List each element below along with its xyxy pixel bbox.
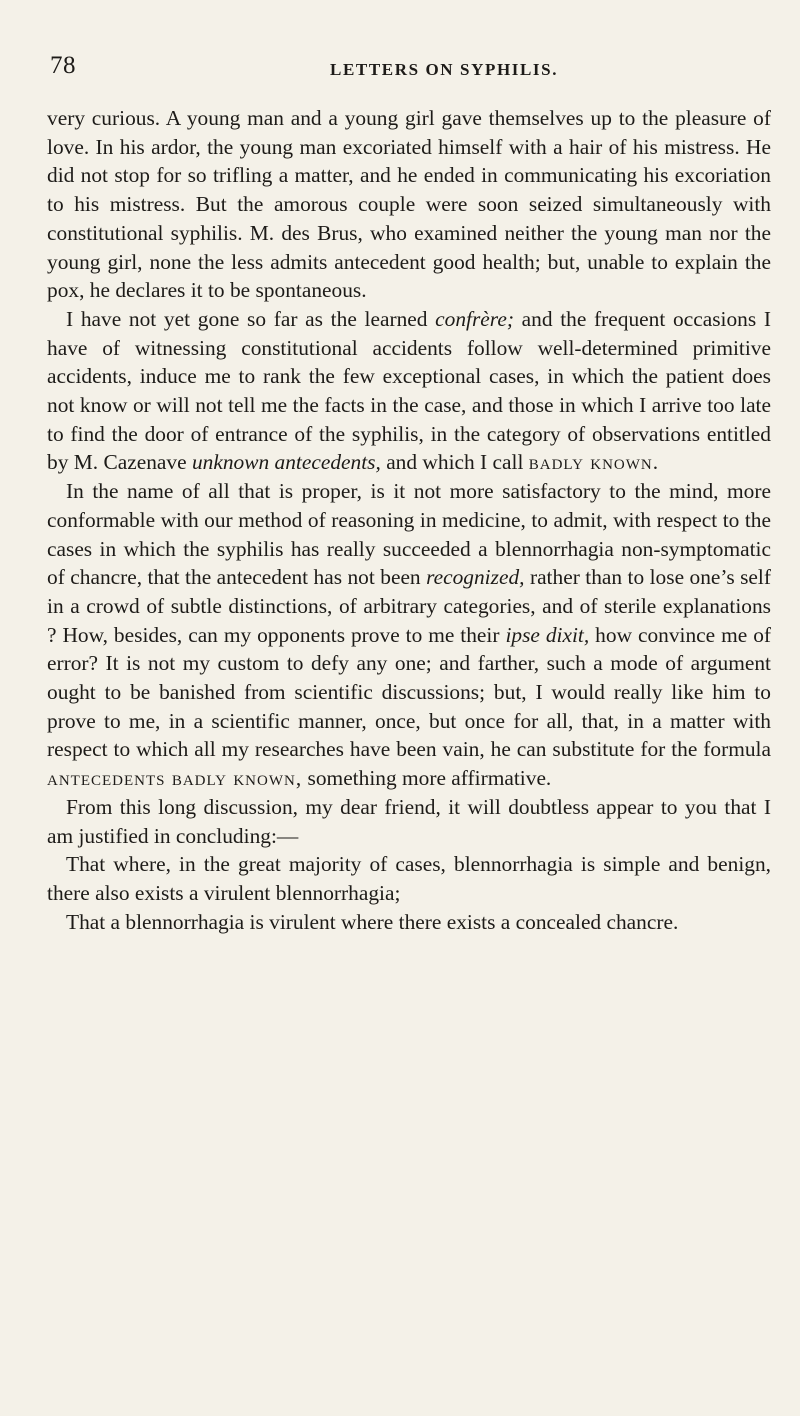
text-segment: That where, in the great majority of cases, blennorrhagia is simple and benign, there also exists a virulent blennorrhagia; [47,852,771,905]
italic-recognized: recognized, [426,565,525,590]
italic-unknown-antecedents: unknown antecedents, [191,450,381,475]
text-segment: That a blennorrhagia is virulent where there exists a concealed chancre. [66,909,679,934]
smallcaps-antecedents-badly-known: antecedents badly known, [47,766,303,791]
text-segment: and the frequent occasions I have of witnessing constitutional accidents follow well-determined primitive accidents, induce me to rank the few exceptional cases, in which the patient does not know or will not tell me the facts in the case, and those in which I arrive too late to find the door of entrance of the syphilis, in the category of observations entitled by M. Cazenave [47,306,771,475]
text-segment: From this long discussion, my dear friend, it will doubtless appear to you that I am justified in concluding:— [47,794,771,848]
paragraph-2 [47,305,771,477]
body-text [47,104,771,936]
italic-ipse-dixit: ipse dixit, [505,622,590,647]
running-head [50,52,770,92]
italic-confrere: confrère; [435,306,514,331]
text-segment: I have not yet gone so far as the learned [66,306,436,331]
text-segment: In the name of all that is proper, is it not more satisfactory to the mind, more conformable with our method of reasoning in medicine, to admit, with respect to the cases in which the syphilis has really succeeded a blennorrhagia non-symptomatic of chancre, that the antecedent has not been [47,479,771,590]
text-segment: how convince me of error? It is not my custom to defy any one; and farther, such a mode of argument ought to be banished from scientific discussions; but, I would really like him to prove to me, in a scientific manner, once, but once for all, that, in a matter with respect to which all my researches have been vain, he can substitute for the formula [47,622,772,762]
paragraph-6 [47,908,771,937]
paragraph-4 [47,793,771,850]
page-number: 78 [50,52,76,79]
paragraph-5 [47,850,771,907]
paragraph-1 [47,104,771,305]
text-segment: and which I call [380,450,529,475]
text-segment: very curious. A young man and a young girl gave themselves up to the pleasure of love. In his ardor, the young man excoriated himself with a hair of his mistress. He did not stop for so trifling a matter, and he ended in communicating his excoriation to his mistress. But the amorous couple were soon seized simultaneously with constitutional syphilis. M. des Brus, who examined neither the young man nor the young girl, none the less admits antecedent good health; but, unable to explain the pox, he declares it to be spontaneous. [47,106,771,303]
paragraph-3 [47,477,771,793]
text-segment: something more affirmative. [302,766,552,791]
smallcaps-badly-known: badly known. [528,450,660,475]
text-segment: rather than to lose one’s self in a crowd of subtle distinctions, of arbitrary categories, and of sterile explanations ? How, besides, can my opponents prove to me their [47,565,771,647]
running-title: LETTERS ON SYPHILIS. [330,60,559,79]
